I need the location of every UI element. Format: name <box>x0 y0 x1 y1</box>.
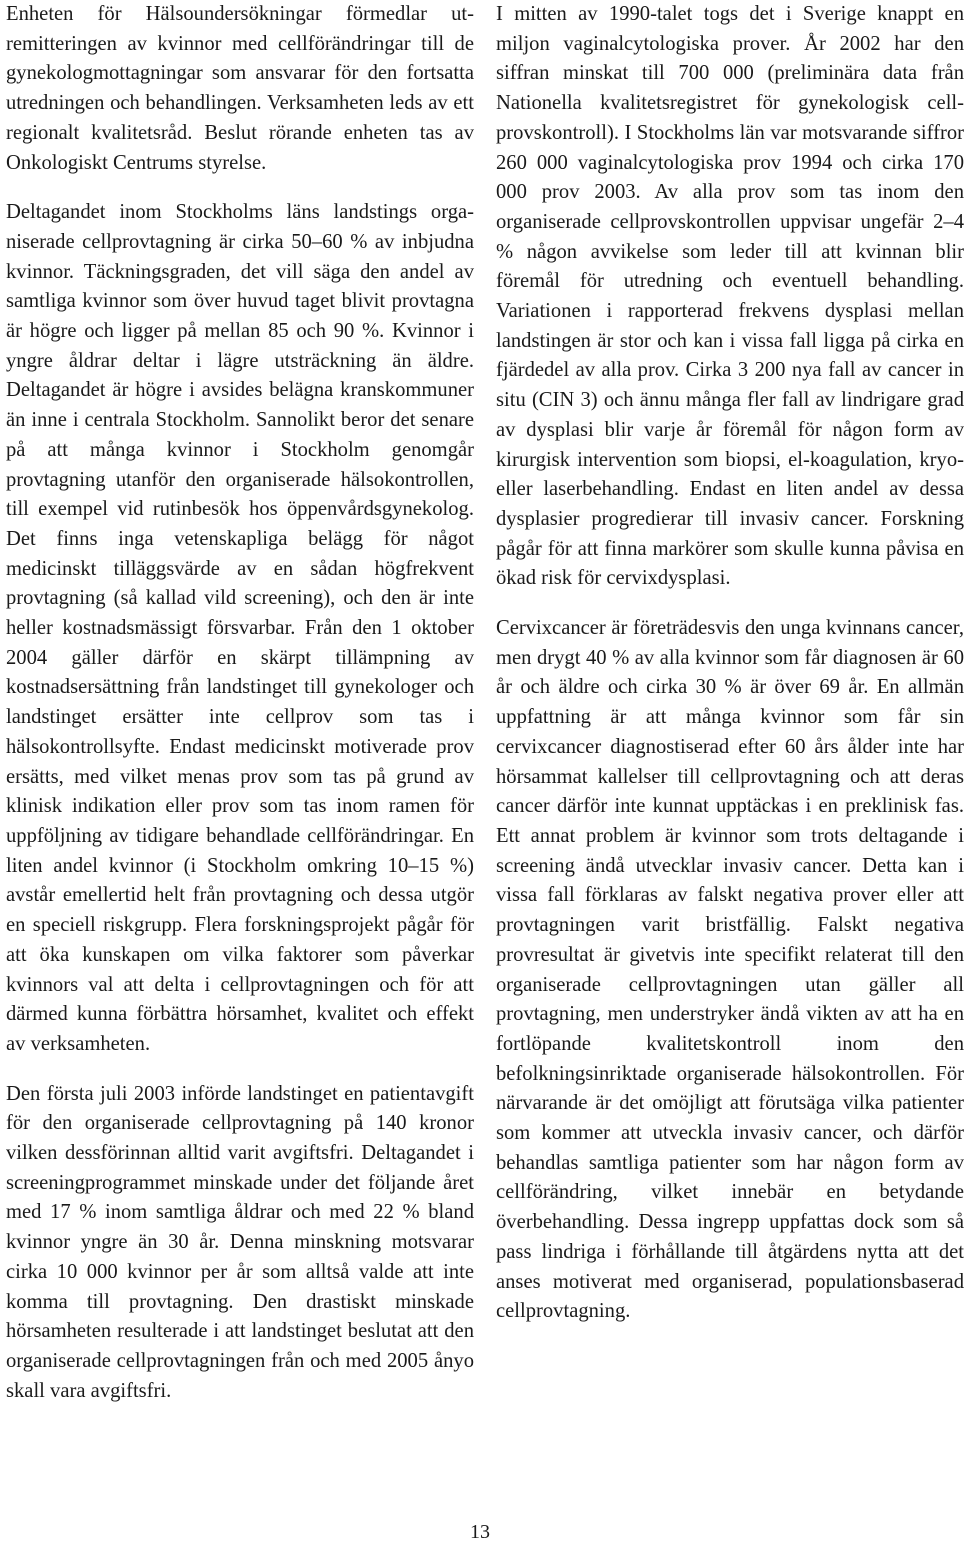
paragraph-patient-fee: Den första juli 2003 införde landstinget en patientavgift för den organiserade cellprovtagning på 140 kronor vilken dessförinnan alltid varit avgiftsfri. Deltagandet i screeningprogrammet minskade under det följande året med 17 % inom samtliga åldrar och med 22 % bland kvinnor yngre än 30 år. Denna minskning motsvarar cirka 10 000 kvinnor per år som alltså valde att inte komma till provtagning. Den drastiskt minskade hörsamheten resulterade i att landstinget beslutat att den organiserade cellprovtagningen från och med 2005 ånyo skall vara avgiftsfri. <box>6 1082 474 1402</box>
page-number: 13 <box>470 1521 490 1543</box>
paragraph-participation: Deltagandet inom Stockholms läns landstings organiserade cellprovtagning är cirka 50–60 % av inbjudna kvinnor. Täckningsgraden, det vill säga den andel av samtliga kvinnor som över huvud taget blivit provtagna är högre och ligger på mellan 85 och 90 %. Kvinnor i yngre åldrar deltar i lägre utsträckning än äldre. Deltagandet är högre i avsides belägna kranskommuner än inne i centrala Stockholm. Sannolikt beror det senare på att många kvinnor i Stockholm genomgår provtagning utanför den organiserade hälsokontrollen, till exempel vid rutinbesök hos öppenvårdsgynekolog. Det finns inga vetenskapliga belägg för något medicinskt tilläggsvärde av en sådan högfrekvent provtagning (så kallad vild screening), och den är inte heller kostnadsmässigt försvarbar. Från den 1 oktober 2004 gäller därför en skärpt tillämpning av kostnadsersättning från landstinget till gynekologer och landstinget ersätter inte cellprov som tas i hälsokontrollsyfte. Endast medicinskt motiverade prov ersätts, med vilket menas prov som tas på grund av klinisk indikation eller prov som tas inom ramen för uppföljning av tidigare behandlade cellförändringar. En liten andel kvinnor (i Stockholm omkring 10–15 %) avstår emellertid helt från provtagning och dessa utgör en speciell riskgrupp. Flera forskningsprojekt pågår för att öka kunskapen om vilka faktorer som påverkar kvinnors val att delta i cellprovtagningen och för att därmed kunna förbättra hörsamhet, kvalitet och effekt av verksamheten. <box>6 201 474 1055</box>
right-column <box>496 0 964 1347</box>
paragraph-unit-organization: Enheten för Hälsoundersökningar förmedlar utremitteringen av kvinnor med cellförändringar till de gynekologmottagningar som ansvarar för den fortsatta utredningen och behandlingen. Verksamheten leds av ett regionalt kvalitetsråd. Beslut rörande enheten tas av Onkologiskt Centrums styrelse. <box>6 3 474 174</box>
left-column <box>6 0 474 1426</box>
paragraph-sample-statistics: I mitten av 1990-talet togs det i Sverige knappt en miljon vaginalcytologiska prover. År 2002 har den siffran minskat till 700 000 (preliminära data från Nationella kvalitetsregistret för gynekologisk cellprovskontroll). I Stockholms län var motsvarande siffror 260 000 vaginalcytologiska prov 1994 och cirka 170 000 prov 2003. Av alla prov som tas inom den organiserade cellprovskontrollen uppvisar ungefär 2–4 % någon avvikelse som leder till att kvinnan blir föremål för utredning och eventuell behandling. Variationen i rapporterad frekvens dysplasi mellan landstingen är stor och kan i vissa fall ligga på cirka en fjärdedel av alla prov. Cirka 3 200 nya fall av cancer in situ (CIN 3) och ännu många fler fall av lindrigare grad av dysplasi blir varje år föremål för någon form av kirurgisk intervention som biopsi, el-koagulation, kryo- eller laserbehandling. Endast en liten andel av dessa dysplasier progredierar till invasiv cancer. Forskning pågår för att finna markörer som skulle kunna påvisa en ökad risk för cervixdysplasi. <box>496 3 964 590</box>
paragraph-cervical-cancer: Cervixcancer är företrädesvis den unga kvinnans cancer, men drygt 40 % av alla kvinnor som får diagnosen är 60 år och äldre och cirka 30 % är över 69 år. En allmän uppfattning är att många kvinnor som får sin cervixcancer diagnostiserad efter 60 års ålder inte har hörsammat kallelser till cellprovtagning och att deras cancer därför inte kunnat upptäckas i en preklinisk fas. Ett annat problem är kvinnor som trots deltagande i screening ändå utvecklar invasiv cancer. Detta kan i vissa fall förklaras av falskt negativa prover eller att provtagningen varit bristfällig. Falskt negativa provresultat är givetvis inte specifikt relaterat till den organiserade cellprovtagningen utan gäller all provtagning, men understryker ändå vikten av att ha en fortlöpande kvalitetskontroll inom den befolkningsinriktade organiserade hälsokontrollen. För närvarande är det omöjligt att förutsäga vilka patienter som kommer att utveckla invasiv cancer, och därför behandlas samtliga patienter som har någon form av cellförändring, vilket innebär en betydande överbehandling. Dessa ingrepp uppfattas dock som så pass lindriga i förhållande till åtgärdens nytta att det anses motiverat med organiserad, populationsbaserad cellprovtagning. <box>496 617 964 1323</box>
